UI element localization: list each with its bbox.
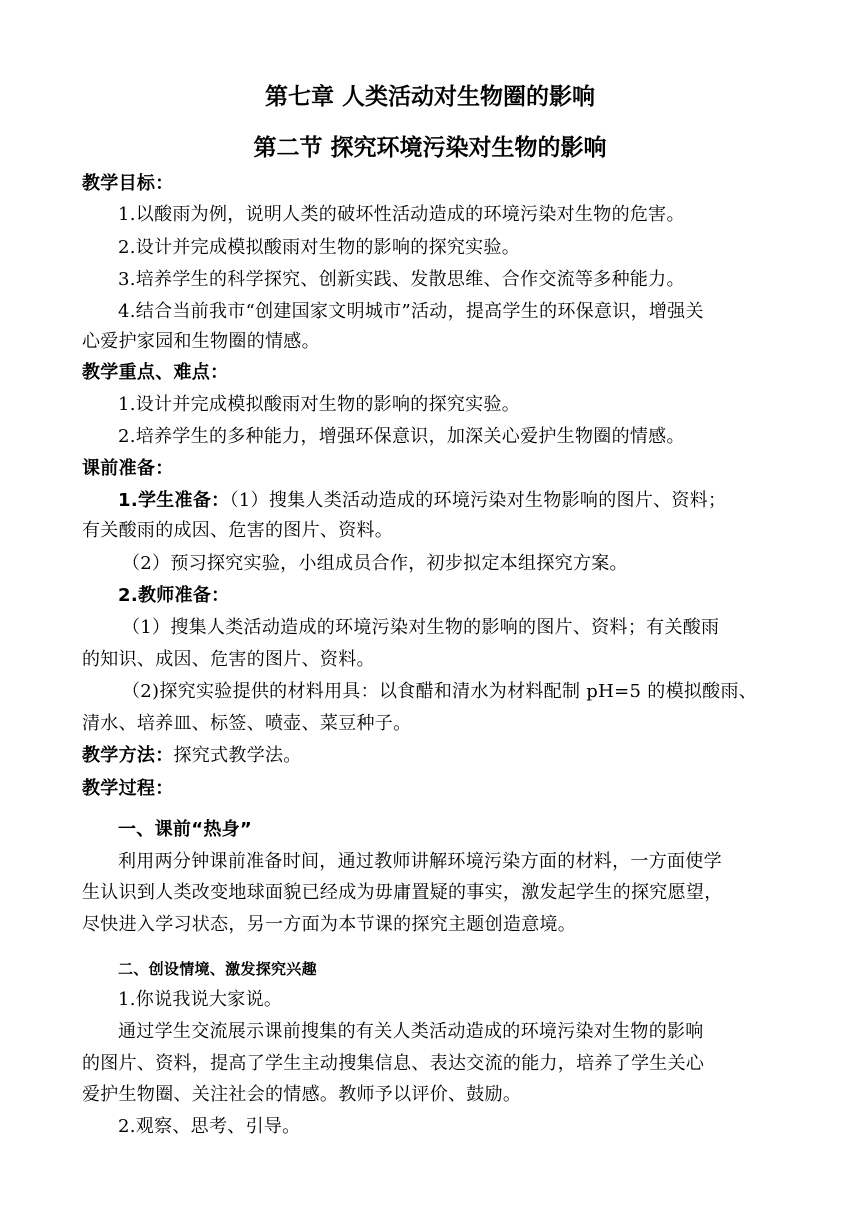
teaching-method-text: 探究式教学法。 [173, 745, 302, 766]
student-preparation-line: 有关酸雨的成因、危害的图片、资料。 [82, 520, 394, 541]
process-heading: 教学过程： [82, 778, 174, 799]
objective-item: 3.培养学生的科学探究、创新实践、发散思维、合作交流等多种能力。 [118, 269, 685, 290]
key-points-heading: 教学重点、难点： [82, 362, 229, 383]
objective-item: 4.结合当前我市“创建国家文明城市”活动，提高学生的环保意识，增强关 [118, 301, 704, 322]
student-preparation-line [118, 489, 726, 513]
objective-item-continued: 心爱护家园和生物圈的情感。 [82, 331, 320, 352]
step2-item: 2.观察、思考、引导。 [118, 1116, 301, 1137]
teaching-method [82, 744, 302, 768]
teacher-preparation-line: 的知识、成因、危害的图片、资料。 [82, 649, 375, 670]
step2-line: 爱护生物圈、关注社会的情感。教师予以评价、鼓励。 [82, 1084, 522, 1105]
teacher-preparation-line: 清水、培养皿、标签、喷壶、菜豆种子。 [82, 713, 412, 734]
step1-line: 生认识到人类改变地球面貌已经成为毋庸置疑的事实，激发起学生的探究愿望， [82, 882, 723, 903]
student-preparation-line: （2）预习探究实验，小组成员合作，初步拟定本组探究方案。 [122, 553, 628, 574]
teacher-preparation-line: （2)探究实验提供的材料用具：以食醋和清水为材料配制 pH=5 的模拟酸雨、 [122, 681, 758, 702]
step2-title: 二、创设情境、激发探究兴趣 [118, 960, 317, 978]
step2-line: 的图片、资料，提高了学生主动搜集信息、表达交流的能力，培养了学生关心 [82, 1053, 705, 1074]
key-point-item: 1.设计并完成模拟酸雨对生物的影响的探究实验。 [118, 394, 521, 415]
step2-item: 1.你说我说大家说。 [118, 989, 283, 1010]
chapter-title: 第七章 人类活动对生物圈的影响 [264, 84, 595, 110]
preparation-heading: 课前准备： [82, 458, 174, 479]
step1-title: 一、课前“热身” [118, 819, 253, 840]
step1-line: 利用两分钟课前准备时间，通过教师讲解环境污染方面的材料，一方面使学 [118, 851, 722, 872]
key-point-item: 2.培养学生的多种能力，增强环保意识，加深关心爱护生物圈的情感。 [118, 426, 685, 447]
objective-item: 2.设计并完成模拟酸雨对生物的影响的探究实验。 [118, 237, 521, 258]
teacher-preparation-label: 2.教师准备： [118, 585, 230, 606]
objectives-heading: 教学目标： [82, 173, 174, 194]
student-preparation-text: （1）搜集人类活动造成的环境污染对生物影响的图片、资料； [229, 490, 727, 511]
section-title: 第二节 探究环境污染对生物的影响 [253, 135, 607, 161]
teaching-method-label: 教学方法： [82, 745, 174, 766]
step1-line: 尽快进入学习状态，另一方面为本节课的探究主题创造意境。 [82, 914, 577, 935]
teacher-preparation-line: （1）搜集人类活动造成的环境污染对生物的影响的图片、资料；有关酸雨 [122, 617, 720, 638]
student-preparation-label: 1.学生准备： [118, 490, 230, 511]
step2-line: 通过学生交流展示课前搜集的有关人类活动造成的环境污染对生物的影响 [118, 1021, 704, 1042]
objective-item: 1.以酸雨为例，说明人类的破坏性活动造成的环境污染对生物的危害。 [118, 204, 685, 225]
